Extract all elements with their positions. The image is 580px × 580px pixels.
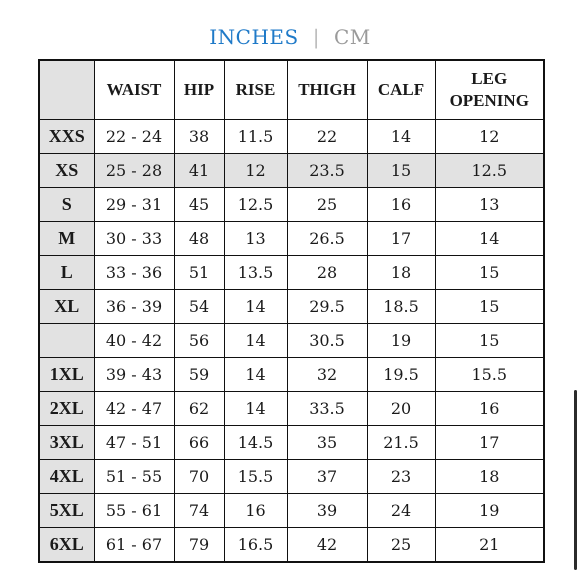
table-row bbox=[39, 222, 544, 256]
measurement-cell-hip: 59 bbox=[174, 358, 224, 392]
corner-cell bbox=[39, 60, 94, 120]
header-row bbox=[39, 60, 544, 120]
measurement-cell-thigh: 32 bbox=[287, 358, 367, 392]
measurement-cell-thigh: 42 bbox=[287, 528, 367, 563]
measurement-cell-calf: 24 bbox=[367, 494, 435, 528]
measurement-cell-leg-opening: 21 bbox=[435, 528, 544, 563]
measurement-cell-waist: 33 - 36 bbox=[94, 256, 174, 290]
size-label-cell: 5XL bbox=[39, 494, 94, 528]
leg-opening-line2: OPENING bbox=[449, 91, 529, 110]
table-row bbox=[39, 120, 544, 154]
table-row bbox=[39, 154, 544, 188]
size-label-cell bbox=[39, 324, 94, 358]
table-row bbox=[39, 494, 544, 528]
measurement-cell-waist: 40 - 42 bbox=[94, 324, 174, 358]
measurement-cell-thigh: 25 bbox=[287, 188, 367, 222]
table-row bbox=[39, 290, 544, 324]
column-header-thigh: THIGH bbox=[287, 60, 367, 120]
measurement-cell-hip: 48 bbox=[174, 222, 224, 256]
measurement-cell-calf: 18 bbox=[367, 256, 435, 290]
measurement-cell-waist: 30 - 33 bbox=[94, 222, 174, 256]
inches-tab[interactable]: INCHES bbox=[209, 25, 299, 49]
measurement-cell-waist: 61 - 67 bbox=[94, 528, 174, 563]
size-chart-table bbox=[38, 59, 545, 563]
size-label-cell: 2XL bbox=[39, 392, 94, 426]
measurement-cell-calf: 15 bbox=[367, 154, 435, 188]
size-label-cell: XL bbox=[39, 290, 94, 324]
measurement-cell-calf: 23 bbox=[367, 460, 435, 494]
measurement-cell-thigh: 35 bbox=[287, 426, 367, 460]
measurement-cell-rise: 14 bbox=[224, 358, 287, 392]
measurement-cell-rise: 13.5 bbox=[224, 256, 287, 290]
measurement-cell-rise: 14 bbox=[224, 324, 287, 358]
size-label-cell: 6XL bbox=[39, 528, 94, 563]
measurement-cell-rise: 14.5 bbox=[224, 426, 287, 460]
table-row bbox=[39, 392, 544, 426]
scrollbar[interactable] bbox=[574, 390, 577, 570]
size-label-cell: M bbox=[39, 222, 94, 256]
measurement-cell-waist: 51 - 55 bbox=[94, 460, 174, 494]
unit-separator: | bbox=[312, 25, 320, 49]
size-label-cell: L bbox=[39, 256, 94, 290]
measurement-cell-thigh: 30.5 bbox=[287, 324, 367, 358]
measurement-cell-rise: 16.5 bbox=[224, 528, 287, 563]
cm-tab[interactable]: CM bbox=[333, 25, 371, 49]
measurement-cell-rise: 11.5 bbox=[224, 120, 287, 154]
unit-toggle bbox=[0, 22, 580, 52]
leg-opening-line1: LEG bbox=[471, 69, 508, 88]
measurement-cell-rise: 12.5 bbox=[224, 188, 287, 222]
measurement-cell-calf: 20 bbox=[367, 392, 435, 426]
table-row bbox=[39, 426, 544, 460]
table-row bbox=[39, 188, 544, 222]
measurement-cell-calf: 16 bbox=[367, 188, 435, 222]
table-row bbox=[39, 528, 544, 563]
column-header-rise: RISE bbox=[224, 60, 287, 120]
measurement-cell-calf: 17 bbox=[367, 222, 435, 256]
table-row bbox=[39, 460, 544, 494]
size-label-cell: XS bbox=[39, 154, 94, 188]
measurement-cell-leg-opening: 15.5 bbox=[435, 358, 544, 392]
measurement-cell-rise: 13 bbox=[224, 222, 287, 256]
size-label-cell: 3XL bbox=[39, 426, 94, 460]
measurement-cell-hip: 51 bbox=[174, 256, 224, 290]
measurement-cell-waist: 36 - 39 bbox=[94, 290, 174, 324]
measurement-cell-leg-opening: 12 bbox=[435, 120, 544, 154]
measurement-cell-leg-opening: 12.5 bbox=[435, 154, 544, 188]
measurement-cell-leg-opening: 19 bbox=[435, 494, 544, 528]
size-label-cell: S bbox=[39, 188, 94, 222]
measurement-cell-waist: 39 - 43 bbox=[94, 358, 174, 392]
measurement-cell-rise: 14 bbox=[224, 290, 287, 324]
measurement-cell-rise: 15.5 bbox=[224, 460, 287, 494]
column-header-calf: CALF bbox=[367, 60, 435, 120]
measurement-cell-waist: 47 - 51 bbox=[94, 426, 174, 460]
measurement-cell-leg-opening: 13 bbox=[435, 188, 544, 222]
measurement-cell-leg-opening: 17 bbox=[435, 426, 544, 460]
measurement-cell-waist: 25 - 28 bbox=[94, 154, 174, 188]
measurement-cell-leg-opening: 15 bbox=[435, 290, 544, 324]
measurement-cell-calf: 19 bbox=[367, 324, 435, 358]
measurement-cell-rise: 14 bbox=[224, 392, 287, 426]
measurement-cell-hip: 62 bbox=[174, 392, 224, 426]
measurement-cell-hip: 56 bbox=[174, 324, 224, 358]
measurement-cell-calf: 14 bbox=[367, 120, 435, 154]
measurement-cell-hip: 41 bbox=[174, 154, 224, 188]
size-label-cell: XXS bbox=[39, 120, 94, 154]
measurement-cell-thigh: 28 bbox=[287, 256, 367, 290]
measurement-cell-thigh: 26.5 bbox=[287, 222, 367, 256]
table-row bbox=[39, 256, 544, 290]
column-header-hip: HIP bbox=[174, 60, 224, 120]
measurement-cell-leg-opening: 18 bbox=[435, 460, 544, 494]
measurement-cell-calf: 18.5 bbox=[367, 290, 435, 324]
measurement-cell-thigh: 29.5 bbox=[287, 290, 367, 324]
measurement-cell-hip: 66 bbox=[174, 426, 224, 460]
measurement-cell-leg-opening: 14 bbox=[435, 222, 544, 256]
measurement-cell-hip: 79 bbox=[174, 528, 224, 563]
measurement-cell-hip: 38 bbox=[174, 120, 224, 154]
measurement-cell-thigh: 37 bbox=[287, 460, 367, 494]
measurement-cell-hip: 45 bbox=[174, 188, 224, 222]
measurement-cell-waist: 55 - 61 bbox=[94, 494, 174, 528]
measurement-cell-waist: 22 - 24 bbox=[94, 120, 174, 154]
measurement-cell-thigh: 33.5 bbox=[287, 392, 367, 426]
measurement-cell-thigh: 39 bbox=[287, 494, 367, 528]
measurement-cell-leg-opening: 15 bbox=[435, 324, 544, 358]
measurement-cell-rise: 12 bbox=[224, 154, 287, 188]
measurement-cell-thigh: 23.5 bbox=[287, 154, 367, 188]
column-header-leg-opening bbox=[435, 60, 544, 120]
measurement-cell-calf: 25 bbox=[367, 528, 435, 563]
measurement-cell-waist: 29 - 31 bbox=[94, 188, 174, 222]
measurement-cell-waist: 42 - 47 bbox=[94, 392, 174, 426]
measurement-cell-leg-opening: 16 bbox=[435, 392, 544, 426]
measurement-cell-calf: 21.5 bbox=[367, 426, 435, 460]
measurement-cell-rise: 16 bbox=[224, 494, 287, 528]
measurement-cell-calf: 19.5 bbox=[367, 358, 435, 392]
table-row bbox=[39, 324, 544, 358]
measurement-cell-hip: 74 bbox=[174, 494, 224, 528]
measurement-cell-hip: 54 bbox=[174, 290, 224, 324]
measurement-cell-thigh: 22 bbox=[287, 120, 367, 154]
table-row bbox=[39, 358, 544, 392]
size-label-cell: 1XL bbox=[39, 358, 94, 392]
size-label-cell: 4XL bbox=[39, 460, 94, 494]
column-header-waist: WAIST bbox=[94, 60, 174, 120]
measurement-cell-hip: 70 bbox=[174, 460, 224, 494]
measurement-cell-leg-opening: 15 bbox=[435, 256, 544, 290]
